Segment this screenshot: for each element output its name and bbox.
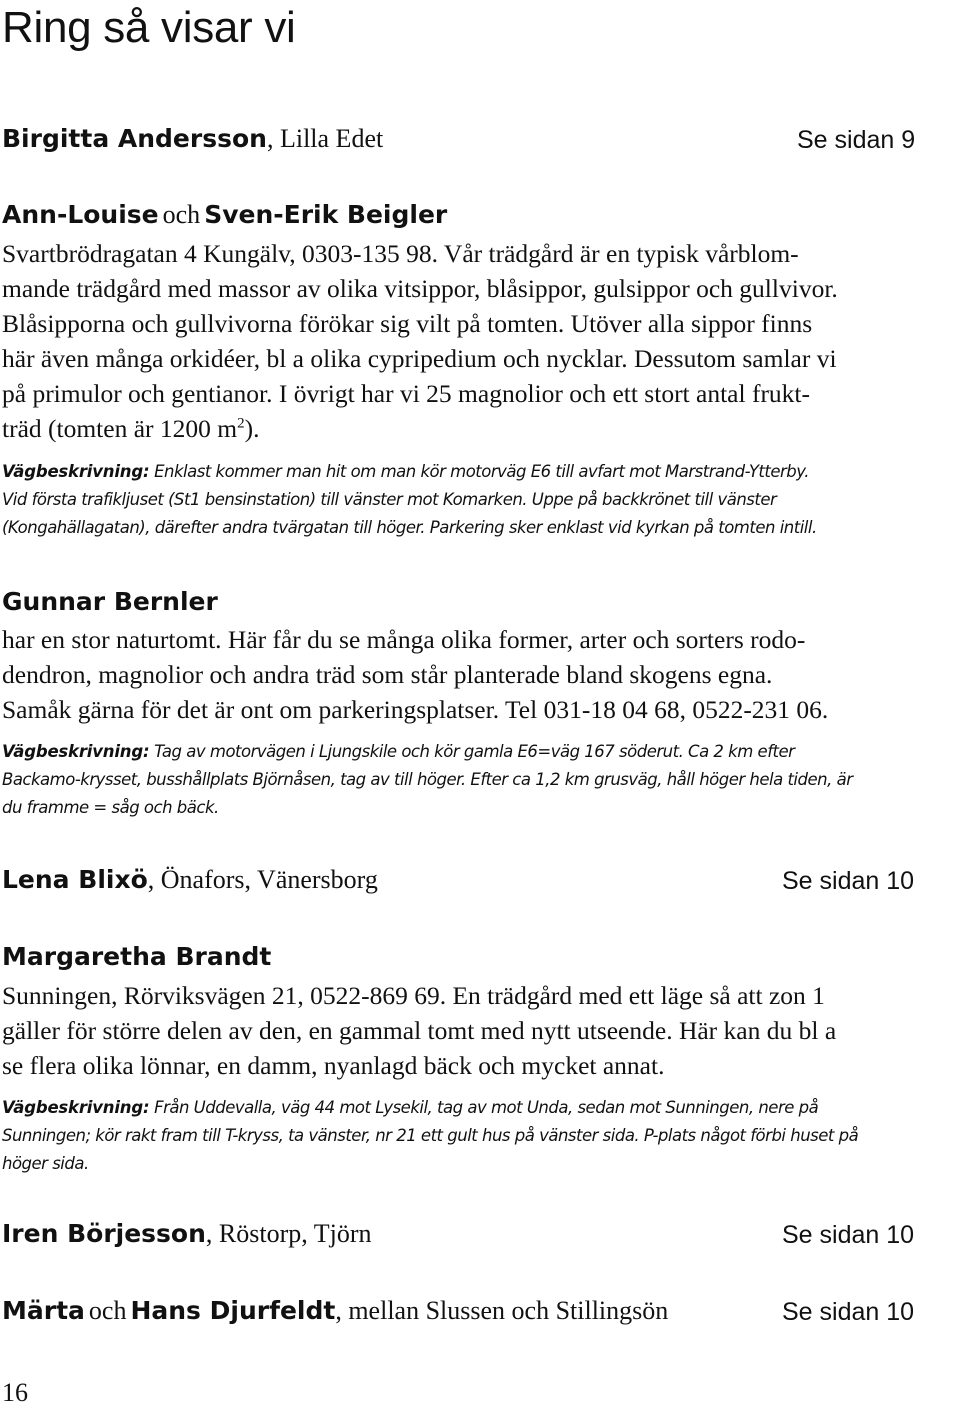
description-text: ). [244, 414, 260, 443]
directions-text: Tag av motorvägen i Ljungskile och kör gamla E6=väg 167 söderut. Ca 2 km efter [149, 742, 795, 761]
directions-line [2, 1094, 958, 1122]
entry-name: Gunnar Bernler [2, 587, 218, 616]
directions-text: Enklast kommer man hit om man kör motorväg E6 till avfart mot Marstrand-Ytterby. [149, 462, 809, 481]
description-line: Blåsipporna och gullvivorna förökar sig vilt på tomten. Utöver alla sippor finns [2, 309, 813, 338]
see-page-reference: Se sidan 10 [782, 867, 915, 895]
entry-iren-borjesson [2, 1219, 372, 1249]
entry-name: Birgitta Andersson [2, 124, 267, 153]
description-line: se flera olika lönnar, en damm, nyanlagd bäck och mycket annat. [2, 1051, 665, 1080]
entry-description-bernler [2, 622, 958, 727]
entry-description-beigler [2, 236, 958, 446]
directions-line: du framme = såg och bäck. [2, 798, 219, 817]
directions-line [2, 738, 958, 766]
entry-name-second: Hans Djurfeldt [130, 1296, 336, 1325]
description-text: träd (tomten är 1200 m [2, 414, 238, 443]
description-line: Samåk gärna för det är ont om parkeringsplatser. Tel 031-18 04 68, 0522-231 06. [2, 695, 829, 724]
directions-beigler [2, 458, 958, 542]
directions-line [2, 458, 958, 486]
entry-description-brandt [2, 978, 958, 1083]
description-line: har en stor naturtomt. Här får du se många olika former, arter och sorters rodo- [2, 625, 806, 654]
entry-place: , Röstorp, Tjörn [205, 1219, 372, 1248]
page-title: Ring så visar vi [2, 3, 296, 52]
entry-conjunction: och [88, 1296, 127, 1325]
directions-line: Sunningen; kör rakt fram till T-kryss, ta vänster, nr 21 ett gult hus på vänster sida. P-plats något förbi huset på [2, 1126, 859, 1145]
description-line: Sunningen, Rörviksvägen 21, 0522-869 69. En trädgård med ett läge så att zon 1 [2, 981, 825, 1010]
directions-line: Backamo-krysset, busshållplats Björnåsen, tag av till höger. Efter ca 1,2 km grusväg, håll höger hela tiden, är [2, 770, 853, 789]
entry-place: , mellan Slussen och Stillingsön [335, 1296, 669, 1325]
entry-djurfeldt [2, 1296, 668, 1326]
entry-heading-beigler [2, 200, 447, 230]
directions-line: (Kongahällagatan), därefter andra tvärgatan till höger. Parkering sker enklast vid kyrkan på tomten intill. [2, 518, 817, 537]
description-line: Svartbrödragatan 4 Kungälv, 0303-135 98. Vår trädgård är en typisk vårblom- [2, 239, 799, 268]
entry-lena-blixo [2, 865, 378, 895]
entry-place: , Lilla Edet [266, 124, 384, 153]
directions-label: Vägbeskrivning: [2, 742, 150, 761]
see-page-reference: Se sidan 10 [782, 1221, 915, 1249]
entry-heading-bernler [2, 587, 218, 616]
description-line: på primulor och gentianor. I övrigt har vi 25 magnolior och ett stort antal frukt- [2, 379, 811, 408]
entry-name: Iren Börjesson [2, 1219, 206, 1248]
directions-bernler [2, 738, 958, 822]
see-page-reference: Se sidan 9 [797, 126, 916, 154]
entry-conjunction: och [162, 200, 201, 229]
description-line: gäller för större delen av den, en gammal tomt med nytt utseende. Här kan du bl a [2, 1016, 837, 1045]
directions-brandt [2, 1094, 958, 1178]
superscript: 2 [237, 415, 245, 432]
directions-text: Från Uddevalla, väg 44 mot Lysekil, tag av mot Unda, sedan mot Sunningen, nere på [149, 1098, 819, 1117]
entry-name: Lena Blixö [2, 865, 148, 894]
see-page-reference: Se sidan 10 [782, 1298, 915, 1326]
entry-heading-brandt [2, 942, 271, 971]
entry-place: , Önafors, Vänersborg [147, 865, 378, 894]
page-number: 16 [2, 1378, 28, 1407]
directions-line: höger sida. [2, 1154, 89, 1173]
entry-name-first: Ann-Louise [2, 200, 159, 229]
entry-name-second: Sven-Erik Beigler [204, 200, 448, 229]
entry-name-first: Märta [2, 1296, 85, 1325]
directions-label: Vägbeskrivning: [2, 462, 150, 481]
description-line: dendron, magnolior och andra träd som står planterade bland skogens egna. [2, 660, 773, 689]
directions-label: Vägbeskrivning: [2, 1098, 150, 1117]
directions-line: Vid första trafikljuset (St1 bensinstation) till vänster mot Komarken. Uppe på backkrönet till vänster [2, 490, 777, 509]
description-line: mande trädgård med massor av olika vitsippor, blåsippor, gulsippor och gullvivor. [2, 274, 838, 303]
entry-birgitta-andersson [2, 124, 383, 154]
description-line [2, 411, 958, 446]
description-line: här även många orkidéer, bl a olika cypripedium och nycklar. Dessutom samlar vi [2, 344, 837, 373]
entry-name: Margaretha Brandt [2, 942, 272, 971]
